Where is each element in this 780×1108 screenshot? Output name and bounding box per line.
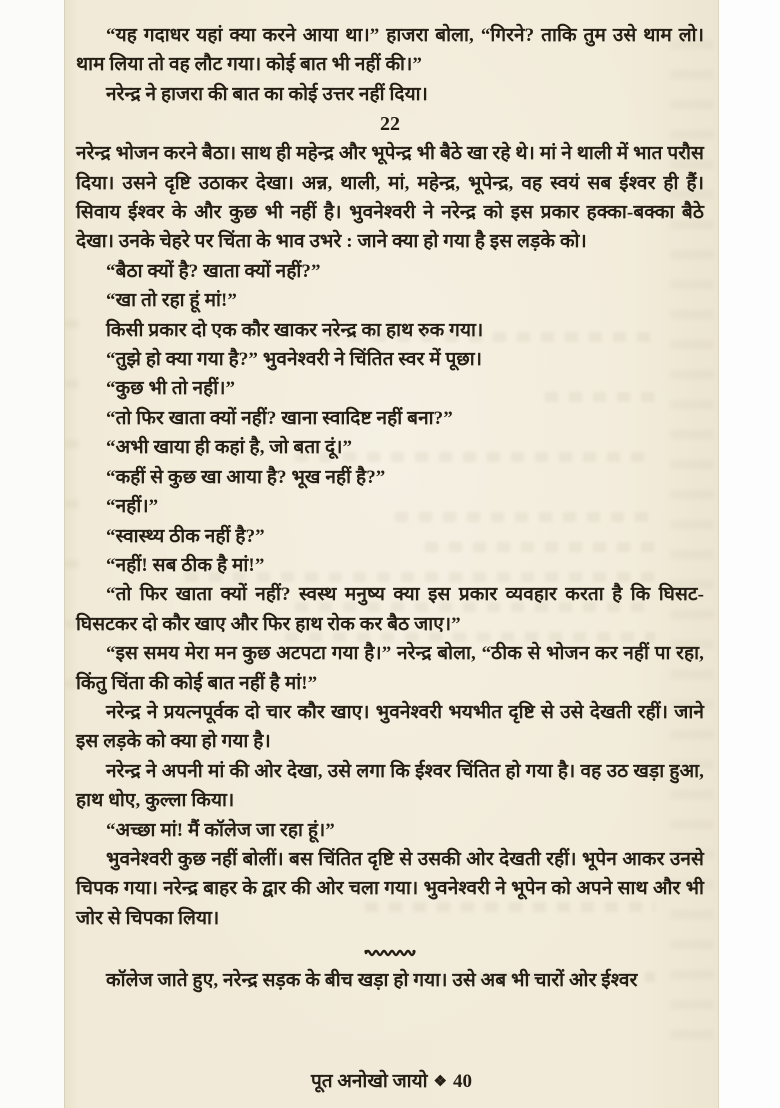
dialogue-line: “कहीं से कुछ खा आया है? भूख नहीं है?” [106, 466, 386, 488]
paragraph: भुवनेश्वरी कुछ नहीं बोलीं। बस चिंतित दृष्टि से उसकी ओर देखती रहीं। भूपेन आकर उनसे चिपक गया। नरेन्द्र बाहर के द्वार की ओर चला गया। भुवनेश्वरी ने भूपेन को अपने साथ और भी जोर से चिपका लिया। [76, 848, 704, 929]
paragraph: किसी प्रकार दो एक कौर खाकर नरेन्द्र का हाथ रुक गया। [106, 319, 484, 341]
dialogue-line: “अच्छा मां! मैं कॉलेज जा रहा हूं।” [106, 819, 335, 841]
dialogue-line: “इस समय मेरा मन कुछ अटपटा गया है।” नरेन्द्र बोला, “ठीक से भोजन कर नहीं पा रहा, किंतु चिंता की कोई बात नहीं है मां!” [76, 643, 704, 694]
squiggle-ornament-icon [363, 946, 417, 958]
text-block [76, 21, 704, 996]
footer-book-title: पूत अनोखो जायो [311, 1071, 428, 1092]
paragraph: नरेन्द्र ने प्रयत्नपूर्वक दो चार कौर खाए। भुवनेश्वरी भयभीत दृष्टि से उसे देखती रहीं। जाने इस लड़के को क्या हो गया है। [76, 701, 704, 753]
dialogue-line: “तो फिर खाता क्यों नहीं? स्वस्थ मनुष्य क्या इस प्रकार व्यवहार करता है कि घिसट-घिसटकर दो कौर खाए और फिर हाथ रोक कर बैठ जाए।” [76, 584, 704, 635]
paragraph: “यह गदाधर यहां क्या करने आया था।” हाजरा बोला, “गिरने? ताकि तुम उसे थाम लो। थाम लिया तो वह लौट गया। कोई बात भी नहीं की।” [76, 25, 704, 76]
page-footer [65, 1067, 718, 1093]
book-page [64, 0, 719, 1108]
dialogue-line: “कुछ भी तो नहीं।” [106, 378, 236, 400]
dialogue-line: “बैठा क्यों है? खाता क्यों नहीं?” [106, 260, 321, 282]
footer-page-number: 40 [452, 1071, 472, 1092]
chapter-number: 22 [380, 113, 400, 136]
paragraph: कॉलेज जाते हुए, नरेन्द्र सड़क के बीच खड़ा हो गया। उसे अब भी चारों ओर ईश्वर [106, 970, 638, 992]
dialogue-line: “अभी खाया ही कहां है, जो बता दूं।” [106, 437, 353, 459]
section-divider [76, 946, 704, 958]
paragraph: नरेन्द्र ने अपनी मां की ओर देखा, उसे लगा कि ईश्वर चिंतित हो गया है। वह उठ खड़ा हुआ, हाथ धोए, कुल्ला किया। [76, 760, 704, 812]
dialogue-line: “तुझे हो क्या गया है?” भुवनेश्वरी ने चिंतित स्वर में पूछा। [106, 349, 483, 371]
paragraph: नरेन्द्र भोजन करने बैठा। साथ ही महेन्द्र और भूपेन्द्र भी बैठे खा रहे थे। मां ने थाली में भात परौस दिया। उसने दृष्टि उठाकर देखा। अन्न, थाली, मां, महेन्द्र, भूपेन्द्र, वह स्वयं सब ईश्वर ही हैं। सिवाय ईश्वर के और कुछ भी नहीं है। भुवनेश्वरी ने नरेन्द्र को इस प्रकार हक्का-बक्का बैठे देखा। उनके चेहरे पर चिंता के भाव उभरे : जाने क्या हो गया है इस लड़के को। [76, 143, 704, 253]
dialogue-line: “खा तो रहा हूं मां!” [106, 290, 237, 312]
footer-diamond-icon: ❖ [433, 1074, 447, 1090]
dialogue-line: “नहीं! सब ठीक है मां!” [106, 554, 265, 576]
paragraph: नरेन्द्र ने हाजरा की बात का कोई उत्तर नहीं दिया। [106, 83, 428, 105]
dialogue-line: “नहीं।” [106, 496, 159, 518]
dialogue-line: “तो फिर खाता क्यों नहीं? खाना स्वादिष्ट नहीं बना?” [106, 407, 453, 429]
dialogue-line: “स्वास्थ्य ठीक नहीं है?” [106, 525, 265, 547]
